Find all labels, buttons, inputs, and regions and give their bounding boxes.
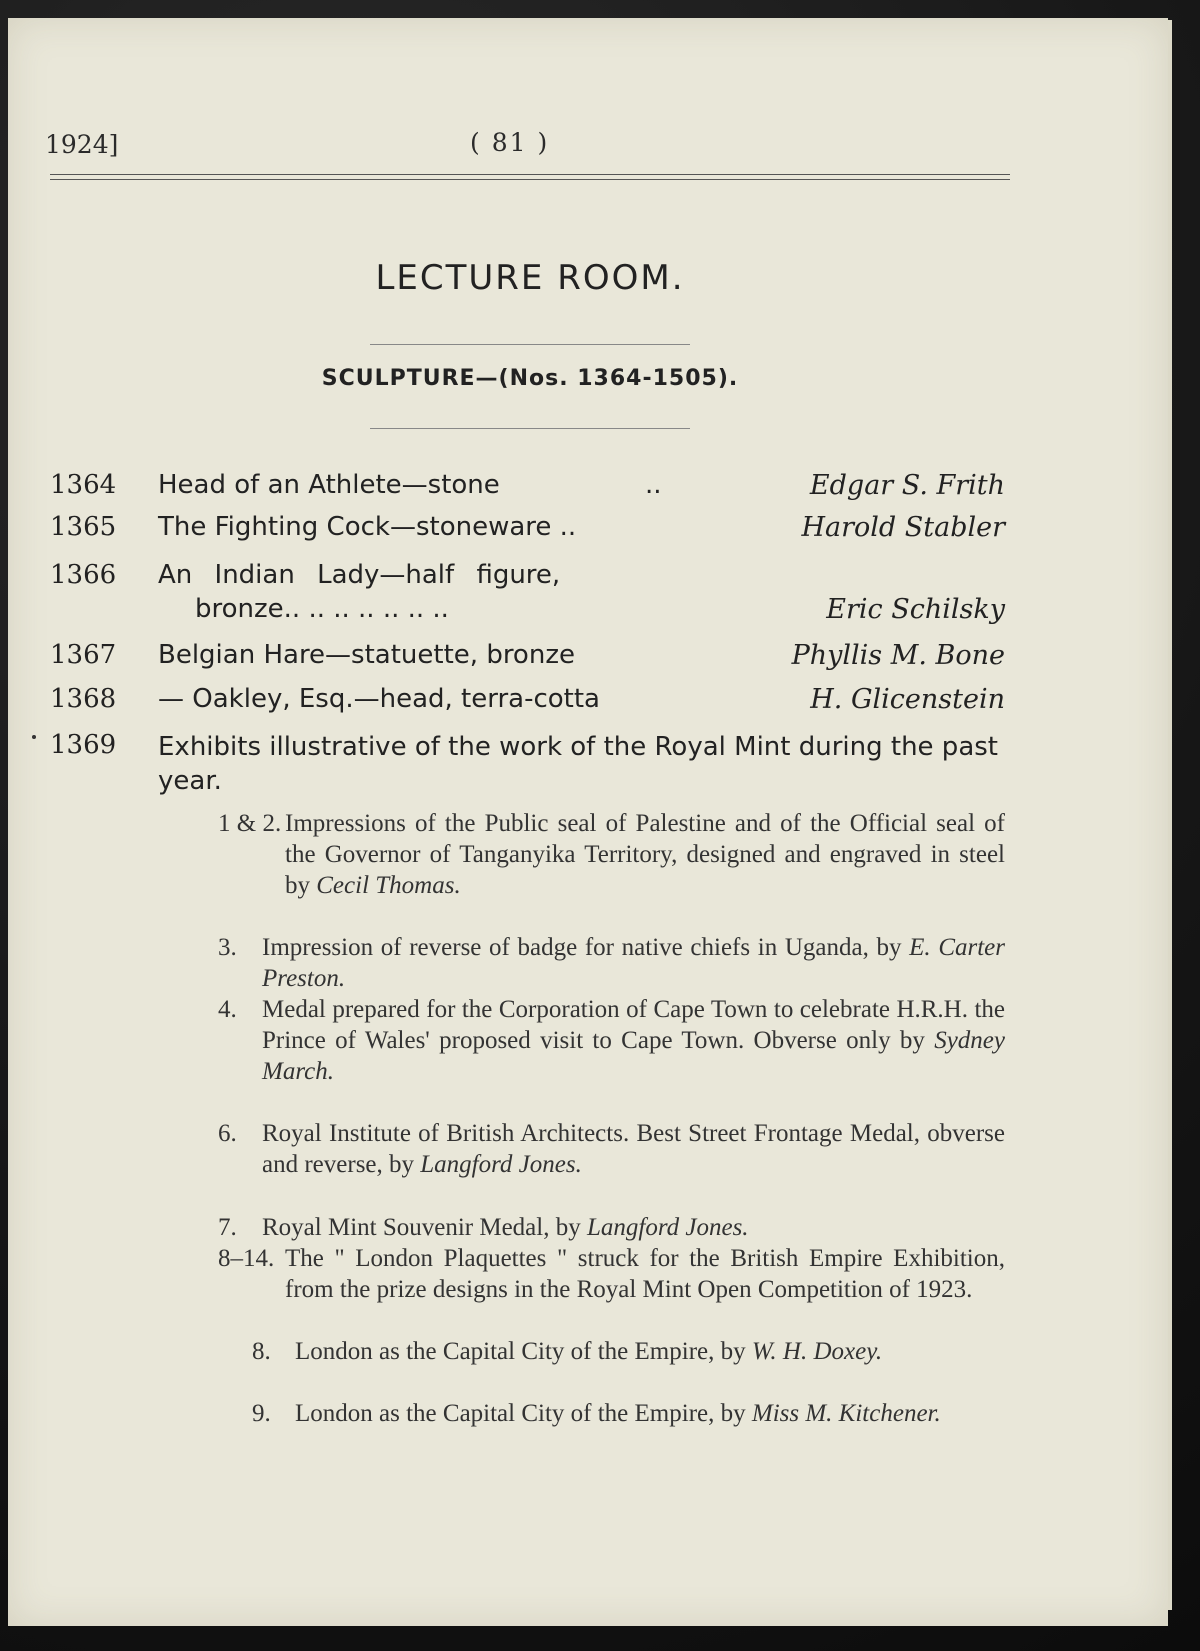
entry-artist: Phyllis M. Bone bbox=[791, 640, 1005, 671]
entry-number: 1367 bbox=[50, 640, 117, 670]
sub-item-text: Impression of reverse of badge for native chiefs in Uganda, by E. Carter Preston. bbox=[262, 934, 1006, 992]
page-number: ( 81 ) bbox=[470, 128, 550, 157]
sub-item-label: 7. bbox=[218, 1214, 237, 1241]
entry-continuation: bronze.. .. .. .. .. .. .. bbox=[195, 594, 449, 624]
sub-item-text: London as the Capital City of the Empire, by W. H. Doxey. bbox=[295, 1338, 883, 1365]
entry-number: 1369 bbox=[50, 730, 117, 760]
sub-item-label: 1 & 2. bbox=[218, 810, 282, 837]
sub-item-text: Medal prepared for the Corporation of Cape Town to celebrate H.R.H. the Prince of Wales' proposed visit to Cape Town. Obverse only by Sydney March. bbox=[262, 996, 1005, 1085]
sub-item-artist: Miss M. Kitchener. bbox=[751, 1400, 941, 1427]
sub-item-text: Royal Institute of British Architects. Best Street Frontage Medal, obverse and reverse, by Langford Jones. bbox=[262, 1120, 1005, 1178]
header-rule-2 bbox=[50, 179, 1010, 180]
section-subtitle: SCULPTURE—(Nos. 1364-1505). bbox=[321, 366, 739, 391]
entry-artist: Edgar S. Frith bbox=[809, 470, 1005, 501]
sub-item-artist: Cecil Thomas. bbox=[316, 872, 461, 899]
sub-item-text: Royal Mint Souvenir Medal, by Langford Jones. bbox=[262, 1214, 749, 1241]
sub-item-label: 4. bbox=[218, 996, 237, 1023]
entry-artist: Eric Schilsky bbox=[826, 594, 1005, 625]
subtitle-rule bbox=[370, 428, 690, 429]
sub-item-label: 8. bbox=[252, 1338, 271, 1365]
page-title: LECTURE ROOM. bbox=[375, 258, 685, 298]
entry-number: 1366 bbox=[50, 560, 117, 590]
entry-description: An Indian Lady—half figure, bbox=[158, 560, 561, 590]
entry-description: The Fighting Cock—stoneware .. bbox=[158, 512, 577, 542]
sub-item-text: The " London Plaquettes " struck for the British Empire Exhibition, from the prize designs in the Royal Mint Open Competition of 1923. bbox=[285, 1245, 1005, 1303]
sub-item-text: Impressions of the Public seal of Palestine and of the Official seal of the Governor of Tanganyika Territory, designed and engraved in steel by Cecil Thomas. bbox=[285, 810, 1005, 899]
header-rule bbox=[50, 174, 1010, 175]
sub-item-text: London as the Capital City of the Empire, by Miss M. Kitchener. bbox=[295, 1400, 941, 1427]
entry-leader: .. bbox=[645, 470, 662, 500]
sub-item-label: 3. bbox=[218, 934, 237, 961]
sub-item-label: 8–14. bbox=[218, 1245, 275, 1272]
entry-number: 1365 bbox=[50, 512, 117, 542]
entry-description: Belgian Hare—statuette, bronze bbox=[158, 640, 575, 670]
entry-number: 1364 bbox=[50, 470, 117, 500]
sub-item-label: 9. bbox=[252, 1400, 271, 1427]
entry-artist: Harold Stabler bbox=[801, 512, 1005, 543]
sub-item-artist: W. H. Doxey. bbox=[751, 1338, 883, 1365]
entry-artist: H. Glicenstein bbox=[810, 684, 1005, 715]
sub-item-artist: Sydney March. bbox=[262, 1027, 1005, 1085]
header-year: 1924] bbox=[45, 130, 119, 159]
sub-item-label: 6. bbox=[218, 1120, 237, 1147]
margin-mark bbox=[32, 735, 36, 739]
sub-item-artist: E. Carter Preston. bbox=[262, 934, 1006, 992]
sub-item-artist: Langford Jones. bbox=[586, 1214, 749, 1241]
entry-description: Exhibits illustrative of the work of the Royal Mint during the past year. bbox=[158, 732, 998, 796]
entry-number: 1368 bbox=[50, 684, 117, 714]
sub-item-artist: Langford Jones. bbox=[420, 1151, 582, 1178]
entry-description: — Oakley, Esq.—head, terra-cotta bbox=[158, 684, 600, 714]
entry-description: Head of an Athlete—stone bbox=[158, 470, 500, 500]
title-rule bbox=[370, 344, 690, 345]
